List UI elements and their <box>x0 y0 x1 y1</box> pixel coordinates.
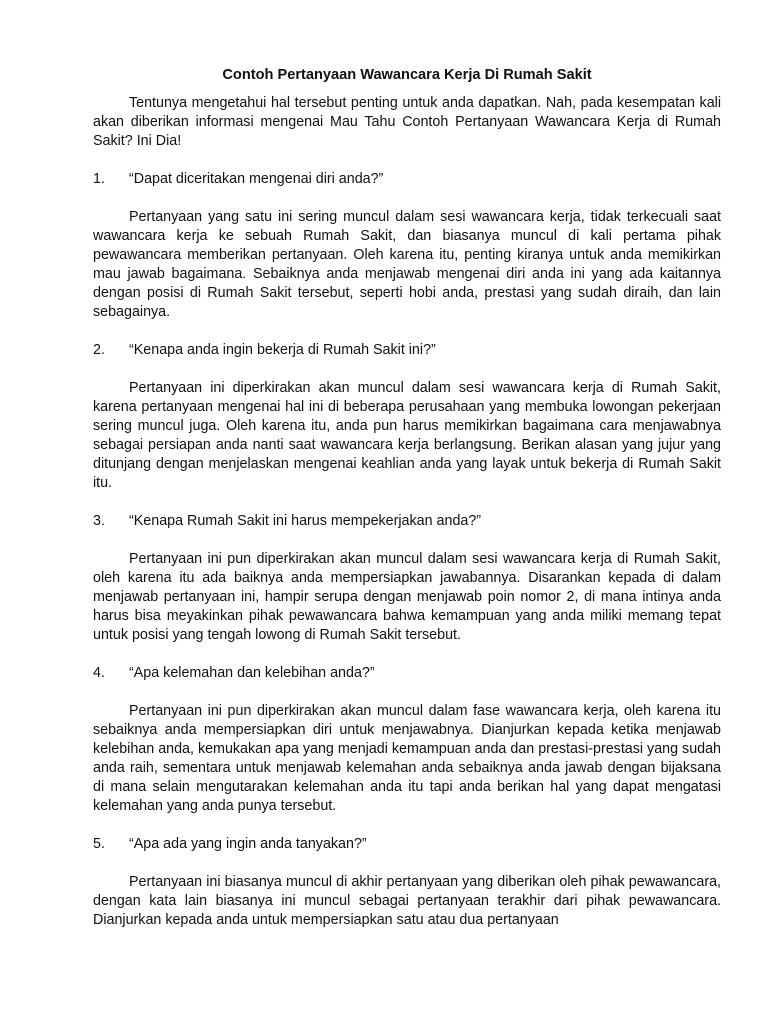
question-2 <box>93 341 721 360</box>
question-5 <box>93 835 721 854</box>
question-3 <box>93 512 721 531</box>
question-text: “Dapat diceritakan mengenai diri anda?” <box>129 171 384 187</box>
question-number: 1. <box>93 171 105 187</box>
question-text: “Kenapa Rumah Sakit ini harus mempekerjakan anda?” <box>129 513 482 529</box>
document-page <box>93 66 721 949</box>
answer-paragraph-1: Pertanyaan yang satu ini sering muncul dalam sesi wawancara kerja, tidak terkecuali saat wawancara kerja ke sebuah Rumah Sakit, dan biasanya muncul di kali pertama pihak pewawancara memberikan pertanyaan. Oleh karena itu, penting kiranya untuk anda memikirkan mau jawab bagaimana. Sebaiknya anda menjawab mengenai diri anda ini yang ada kaitannya dengan posisi di Rumah Sakit tersebut, seperti hobi anda, prestasi yang sudah diraih, dan lain sebagainya. <box>93 209 721 320</box>
answer-paragraph-2: Pertanyaan ini diperkirakan akan muncul dalam sesi wawancara kerja di Rumah Sakit, karena pertanyaan mengenai hal ini di beberapa perusahaan yang membuka lowongan pekerjaan sering muncul juga. Oleh karena itu, anda pun harus memikirkan bagaimana cara menjawabnya sebagai persiapan anda nanti saat wawancara kerja berlangsung. Berikan alasan yang jujur yang ditunjang dengan menjelaskan mengenai keahlian anda yang layak untuk bekerja di Rumah Sakit itu. <box>93 380 721 491</box>
question-text: “Apa kelemahan dan kelebihan anda?” <box>129 665 375 681</box>
question-text: “Kenapa anda ingin bekerja di Rumah Sakit ini?” <box>129 342 436 358</box>
question-text: “Apa ada yang ingin anda tanyakan?” <box>129 836 367 852</box>
question-1 <box>93 170 721 189</box>
intro-paragraph: Tentunya mengetahui hal tersebut penting untuk anda dapatkan. Nah, pada kesempatan kali akan diberikan informasi mengenai Mau Tahu Contoh Pertanyaan Wawancara Kerja di Rumah Sakit? Ini Dia! <box>93 95 721 149</box>
document-title: Contoh Pertanyaan Wawancara Kerja Di Rumah Sakit <box>222 67 592 83</box>
question-number: 3. <box>93 513 105 529</box>
question-number: 5. <box>93 836 105 852</box>
question-number: 2. <box>93 342 105 358</box>
answer-paragraph-4: Pertanyaan ini pun diperkirakan akan muncul dalam fase wawancara kerja, oleh karena itu sebaiknya anda mempersiapkan diri untuk menjawabnya. Dianjurkan kepada ketika menjawab kelebihan anda, kemukakan apa yang menjadi kemampuan anda dan prestasi-prestasi yang sudah anda raih, sementara untuk menjawab kelemahan anda sebaiknya anda jawab dengan bijaksana di mana selain mengutarakan kelemahan anda itu tapi anda berikan hal yang dapat mengatasi kelemahan yang anda punya tersebut. <box>93 703 721 814</box>
question-number: 4. <box>93 665 105 681</box>
question-4 <box>93 664 721 683</box>
answer-paragraph-5: Pertanyaan ini biasanya muncul di akhir pertanyaan yang diberikan oleh pihak pewawancara, dengan kata lain biasanya ini muncul sebagai pertanyaan terakhir dari pihak pewawancara. Dianjurkan kepada anda untuk mempersiapkan satu atau dua pertanyaan <box>93 874 721 928</box>
answer-paragraph-3: Pertanyaan ini pun diperkirakan akan muncul dalam sesi wawancara kerja di Rumah Sakit, oleh karena itu ada baiknya anda mempersiapkan jawabannya. Disarankan kepada di dalam menjawab pertanyaan ini, hampir serupa dengan menjawab poin nomor 2, di mana intinya anda harus bisa meyakinkan pihak pewawancara bahwa kemampuan yang anda miliki memang tepat untuk posisi yang tengah lowong di Rumah Sakit tersebut. <box>93 551 721 643</box>
